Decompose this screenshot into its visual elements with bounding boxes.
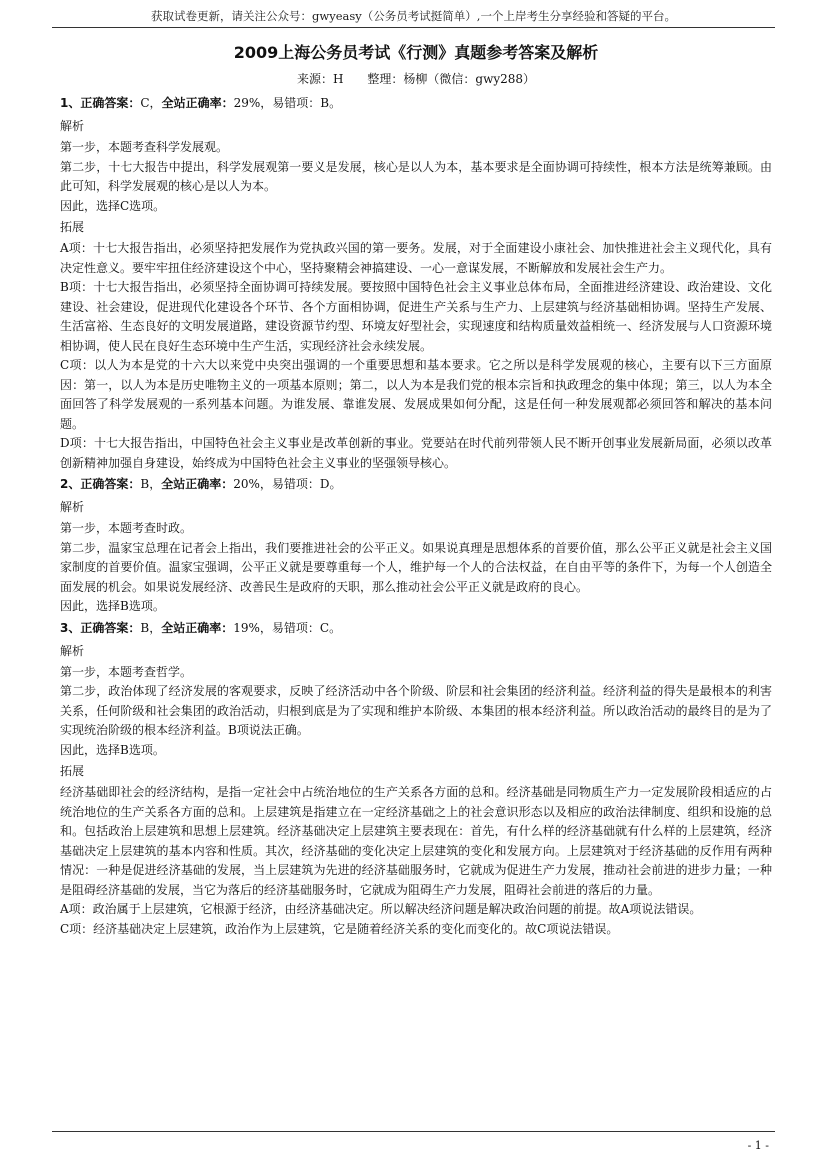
analysis-paragraph: 第一步，本题考查科学发展观。 [60,140,229,154]
analysis-paragraph: 第二步，政治体现了经济发展的客观要求，反映了经济活动中各个阶级、阶层和社会集团的经济利益。经济利益的得失是最根本的利害关系，任何阶级和社会集团的政治活动，归根到底是为了实现和维护本阶级、本集团的根本经济利益。所以政治活动的最终目的是为了实现统治阶级的根本经济利益。B项说法正确。 [60,684,772,737]
rate-label: 全站正确率： [161,477,234,491]
header-note: 获取试卷更新，请关注公众号：gwyeasy（公务员考试挺简单）,一个上岸考生分享经验和答疑的平台。 [151,9,676,23]
extension-paragraph: D项：十七大报告指出，中国特色社会主义事业是改革创新的事业。党要站在时代前列带领人民不断开创事业发展新局面，必须以改革创新精神加强自身建设，始终成为中国特色社会主义事业的坚强领导核心。 [60,436,772,470]
rate-value: 19%，易错项：C。 [233,620,342,635]
analysis-paragraph: 因此，选择B选项。 [60,599,165,613]
extension-paragraph: C项：经济基础决定上层建筑，政治作为上层建筑，它是随着经济关系的变化而变化的。故C项说法错误。 [60,921,619,936]
answer-value: C， [140,96,162,110]
answer-label: 正确答案： [80,620,141,635]
extension-paragraph: A项：十七大报告指出，必须坚持把发展作为党执政兴国的第一要务。发展，对于全面建设小康社会、加快推进社会主义现代化，具有决定性意义。要牢牢扭住经济建设这个中心，坚持聚精会神搞建设、一心一意谋发展，不断解放和发展社会生产力。 [60,241,772,275]
rate-label: 全站正确率： [161,96,234,110]
extension-label: 拓展 [60,220,85,234]
analysis-label: 解析 [60,500,85,514]
analysis-paragraph: 因此，选择B选项。 [60,742,165,757]
rate-value: 20%，易错项：D。 [233,477,342,491]
question-number: 2、 [60,477,81,491]
analysis-paragraph: 因此，选择C选项。 [60,198,166,213]
extension-paragraph: A项：政治属于上层建筑，它根源于经济，由经济基础决定。所以解决经济问题是解决政治问题的前提。故A项说法错误。 [60,902,702,916]
extension-paragraph: B项：十七大报告指出，必须坚持全面协调可持续发展。要按照中国特色社会主义事业总体布局，全面推进经济建设、政治建设、文化建设、社会建设，促进现代化建设各个环节、各个方面相协调，促进生产关系与生产力、上层建筑与经济基础相协调。坚持生产发展、生活富裕、生态良好的文明发展道路，建设资源节约型、环境友好型社会，实现速度和结构质量效益相统一、经济发展与人口资源环境相协调，使人民在良好生态环境中生产生活，实现经济社会永续发展。 [60,280,772,353]
question-1-answer-line [60,92,772,115]
answer-label: 正确答案： [80,477,141,491]
header-divider [52,27,775,28]
question-number: 1、 [60,96,81,110]
analysis-paragraph: 第二步，十七大报告中提出，科学发展观第一要义是发展，核心是以人为本，基本要求是全面协调可持续性，根本方法是统筹兼顾。由此可知，科学发展观的核心是以人为本。 [60,159,772,193]
question-2-answer-line [60,473,772,496]
answer-label: 正确答案： [80,96,141,110]
extension-label: 拓展 [60,764,85,778]
question-number: 3、 [60,620,81,635]
question-3-answer-line [60,617,772,640]
rate-value: 29%，易错项：B。 [233,96,342,110]
answer-value: B， [140,620,162,635]
analysis-label: 解析 [60,643,85,658]
page-title: 2009上海公务员考试《行测》真题参考答案及解析 [233,43,599,62]
analysis-paragraph: 第二步，温家宝总理在记者会上指出，我们要推进社会的公平正义。如果说真理是思想体系的首要价值，那么公平正义就是社会主义国家制度的首要价值。温家宝强调，公平正义就是要尊重每一个人，维护每一个人的合法权益，在自由平等的条件下，为每一个人创造全面发展的机会。如果说发展经济、改善民生是政府的天职，那么推动社会公平正义就是政府的良心。 [60,540,772,594]
page-number: - 1 - [747,1139,769,1152]
analysis-paragraph: 第一步，本题考查时政。 [60,521,193,535]
rate-label: 全站正确率： [161,620,234,635]
footer-divider [52,1131,775,1132]
document-body [60,40,772,939]
answer-value: B， [140,477,162,491]
analysis-label: 解析 [60,119,85,133]
extension-paragraph: C项：以人为本是党的十六大以来党中央突出强调的一个重要思想和基本要求。它之所以是科学发展观的核心，主要有以下三方面原因：第一，以人为本是历史唯物主义的一项基本原则；第二，以人为本是我们党的根本宗旨和执政理念的集中体现；第三，以人为本全面回答了科学发展观的一系列基本问题。为谁发展、靠谁发展、发展成果如何分配，这是任何一种发展观都必须回答和解决的基本问题。 [60,358,772,431]
extension-paragraph: 经济基础即社会的经济结构，是指一定社会中占统治地位的生产关系各方面的总和。经济基础是同物质生产力一定发展阶段相适应的占统治地位的生产关系各方面的总和。上层建筑是指建立在一定经济基础之上的社会意识形态以及相应的政治法律制度、组织和设施的总和。包括政治上层建筑和思想上层建筑。经济基础决定上层建筑主要表现在：首先，有什么样的经济基础就有什么样的上层建筑，经济基础决定上层建筑的基本内容和性质。其次，经济基础的变化决定上层建筑的变化和发展方向。上层建筑对于经济基础的反作用有两种情况：一种是促进经济基础的发展，当上层建筑为先进的经济基础服务时，它就成为促进生产力发展，推动社会前进的进步力量；一种是阻碍经济基础的发展，当它为落后的经济基础服务时，它就成为阻碍生产力发展，阻碍社会前进的落后的力量。 [60,785,772,897]
source-meta: 来源：H 整理：杨柳（微信：gwy288） [296,72,536,86]
analysis-paragraph: 第一步，本题考查哲学。 [60,664,193,679]
